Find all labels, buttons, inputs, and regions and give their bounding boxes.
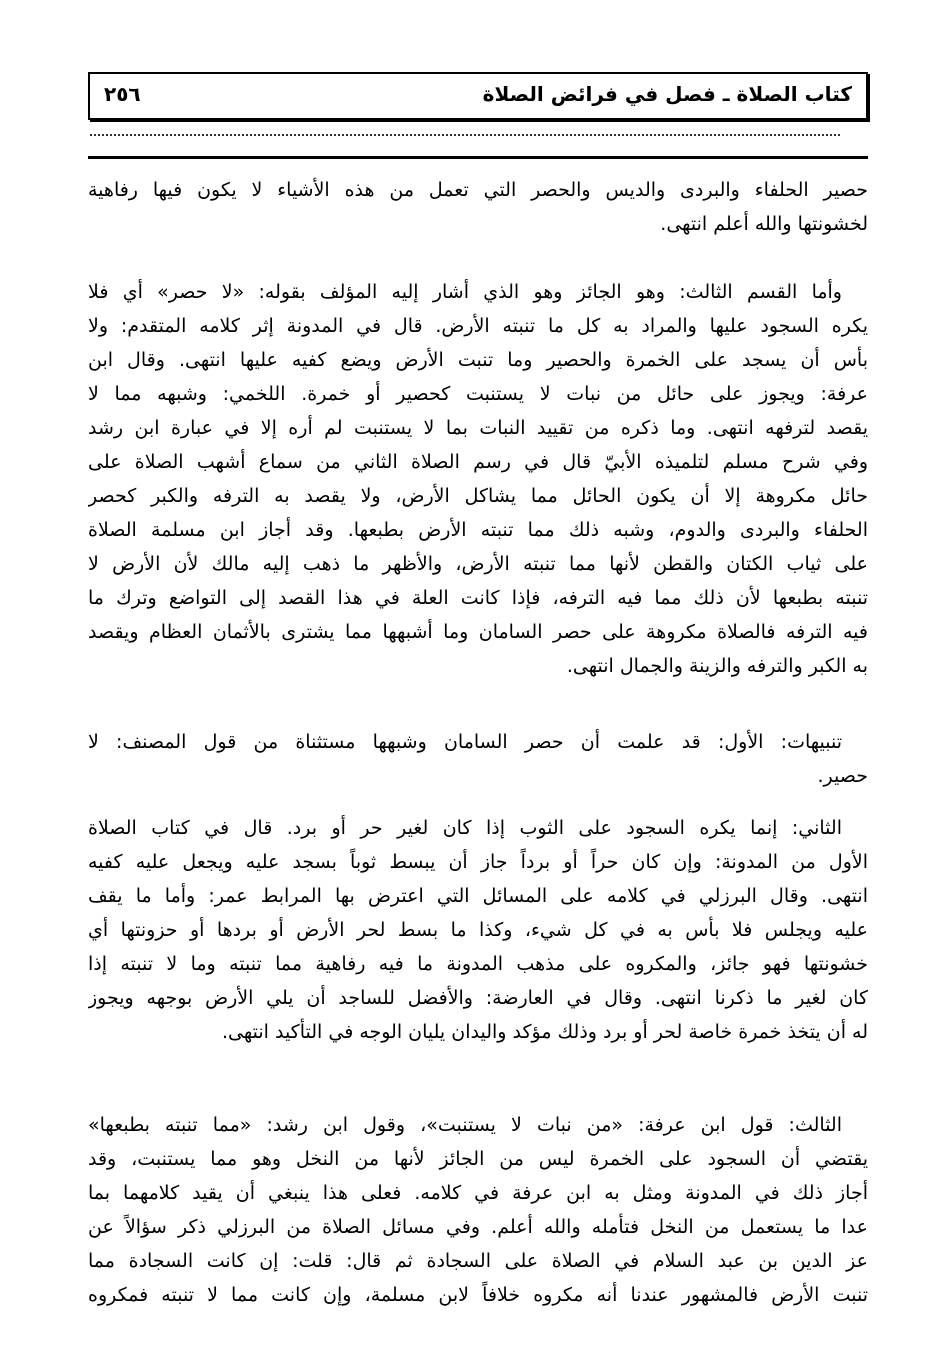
text-line: به الكبر والترفه والزينة والجمال انتهى.: [566, 655, 868, 677]
text-line: بأس أن يسجد على الخمرة والحصير وما تنبت الأرض ويضع كفيه عليها انتهى. وقال ابن: [88, 349, 868, 371]
dotted-separator: [90, 134, 840, 136]
paragraph: [88, 811, 868, 1049]
header-title: كتاب الصلاة ـ فصل في فرائض الصلاة: [482, 82, 852, 106]
text-line: تنبيهات: الأول: قد علمت أن حصر السامان وشبهها مستثناة من قول المصنف: لا: [88, 731, 842, 753]
page-number: ٢٥٦: [104, 82, 141, 106]
header-rule: [88, 156, 868, 159]
paragraph: [88, 275, 868, 683]
text-line: له أن يتخذ خمرة خاصة لحر أو برد وذلك مؤكد واليدان يليان الوجه في التأكيد انتهى.: [222, 1021, 868, 1043]
text-line: وفي شرح مسلم لتلميذه الأبيّ قال في رسم الصلاة الثاني من سماع أشهب الصلاة على: [88, 451, 868, 473]
running-header: [88, 72, 868, 120]
text-line: عليه ويجلس فلا بأس به في كل شيء، وكذا ما بسط لحر الأرض أو بردها أو حزونتها أي: [88, 919, 868, 941]
text-line: الثالث: قول ابن عرفة: «من نبات لا يستنبت»، وقول ابن رشد: «مما تنبته بطبعها»: [88, 1114, 842, 1136]
text-line: يقصد لترفهه انتهى. وما ذكره من تقييد النبات بما لا يستنبت لم أره إلا في عبارة ابن رشد: [88, 417, 868, 439]
paragraph: [88, 173, 868, 241]
paragraph: [88, 725, 868, 793]
text-line: خشونتها فهو جائز، والمكروه على مذهب المدونة ما فيه رفاهية مما تنبته وما لا تنبته إذا: [88, 953, 868, 975]
text-line: يقتضي أن السجود على الخمرة ليس من الجائز لأنها من النخل وهو مما يستنبت، وقد: [88, 1148, 868, 1170]
text-line: الثاني: إنما يكره السجود على الثوب إذا كان لغير حر أو برد. قال في كتاب الصلاة: [88, 817, 842, 839]
text-line: تنبت الأرض فالمشهور عندنا أنه مكروه خلافاً لابن مسلمة، وإن كانت مما لا تنبته فمكروه: [88, 1284, 868, 1306]
text-line: الأول من المدونة: وإن كان حراً أو برداً جاز أن يبسط ثوباً بسجد عليه ويجعل عليه كفيه: [88, 851, 868, 873]
text-line: حائل مكروهة إلا أن يكون الحائل مما يشاكل الأرض، ولا يقصد به الترفه والكبر كحصر: [88, 485, 868, 507]
text-line: فيه الترفه فالصلاة مكروهة على حصر السامان وما أشبهها مما يشترى بالأثمان العظام ويقصد: [88, 621, 868, 643]
text-line: وأما القسم الثالث: وهو الجائز وهو الذي أشار إليه المؤلف بقوله: «لا حصر» أي فلا: [88, 281, 842, 303]
text-line: الحلفاء والبردى والدوم، وشبه ذلك مما تنبته الأرض بطبعها. وقد أجاز ابن مسلمة الصلاة: [88, 519, 868, 541]
paragraph: [88, 1108, 868, 1312]
text-line: حصير الحلفاء والبردى والديس والحصر التي تعمل من هذه الأشياء لا يكون فيها رفاهية: [88, 179, 868, 201]
text-line: يكره السجود عليها والمراد به كل ما تنبته الأرض. قال في المدونة إثر كلامه المتقدم: ولا: [88, 315, 868, 337]
text-line: كان لغير ما ذكرنا انتهى. وقال في العارضة: والأفضل للساجد أن يلي الأرض بوجهه ويجوز: [88, 987, 868, 1009]
text-line: عرفة: ويجوز على حائل من نبات لا يستنبت كحصير أو خمرة. اللخمي: وشبهه مما لا: [88, 383, 868, 405]
text-line: عز الدين بن عبد السلام في الصلاة على السجادة ثم قال: قلت: إن كانت السجادة مما: [88, 1250, 868, 1272]
text-line: عدا ما يستعمل من النخل فتأمله والله أعلم. وفي مسائل الصلاة من البرزلي ذكر سؤالاً عن: [88, 1216, 868, 1238]
text-line: على ثياب الكتان والقطن لأنها مما تنبته الأرض، والأظهر ما ذهب إليه مالك لأن الأرض لا: [88, 553, 868, 575]
text-line: انتهى. وقال البرزلي في كلامه على المسائل التي اعترض بها المرابط عمر: وأما ما يقف: [88, 885, 868, 907]
text-line: حصير.: [817, 765, 868, 787]
text-line: أجاز ذلك في المدونة ومثل به ابن عرفة في كلامه. فعلى هذا ينبغي أن يقيد كلامهما بما: [88, 1182, 868, 1204]
text-line: تنبته بطبعها لأن ذلك مما فيه الترفه، فإذا كانت العلة في هذا القصد إلى التواضع وترك ما: [88, 587, 868, 609]
text-line: لخشونتها والله أعلم انتهى.: [660, 213, 868, 235]
